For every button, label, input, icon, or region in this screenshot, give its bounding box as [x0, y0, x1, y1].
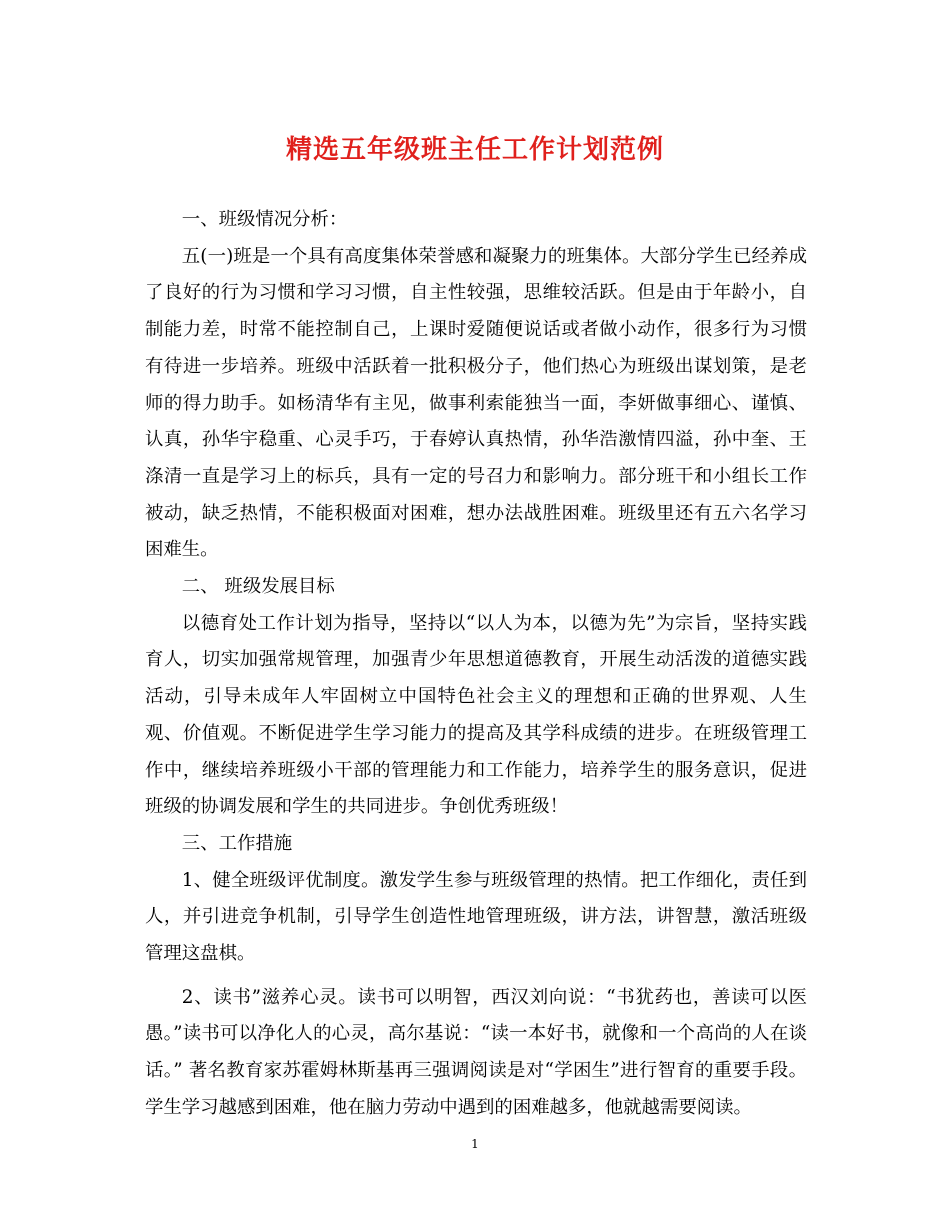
document-title: 精选五年级班主任工作计划范例: [285, 135, 664, 165]
paragraph-class-analysis: 五(一)班是一个具有高度集体荣誉感和凝聚力的班集体。大部分学生已经养成了良好的行为习惯和学习习惯，自主性较强，思维较活跃。但是由于年龄小，自制能力差，时常不能控制自己，上课时爱随便说话或者做小动作，很多行为习惯有待进一步培养。班级中活跃着一批积极分子，他们热心为班级出谋划策，是老师的得力助手。如杨清华有主见，做事利索能独当一面，李妍做事细心、谨慎、认真，孙华宇稳重、心灵手巧，于春婷认真热情，孙华浩激情四溢，孙中奎、王涤清一直是学习上的标兵，具有一定的号召力和影响力。部分班干和小组长工作被动，缺乏热情，不能积极面对困难，想办法战胜困难。班级里还有五六名学习困难生。: [145, 245, 807, 561]
paragraph-measure-1: 1、健全班级评优制度。激发学生参与班级管理的热情。把工作细化，责任到人，并引进竞争机制，引导学生创造性地管理班级，讲方法，讲智慧，激活班级管理这盘棋。: [145, 869, 807, 965]
section-heading-work-measures: 三、工作措施: [181, 832, 293, 854]
document-body: [145, 202, 807, 1127]
paragraph-measure-2: 2、读书”滋养心灵。读书可以明智，西汉刘向说：“书犹药也，善读可以医愚。”读书可以净化人的心灵，高尔基说：“读一本好书，就像和一个高尚的人在谈话。” 著名教育家苏霍姆林斯基再三强调阅读是对“学困生”进行智育的重要手段。学生学习越感到困难，他在脑力劳动中遇到的困难越多，他就越需要阅读。: [145, 986, 807, 1118]
paragraph-development-goals: 以德育处工作计划为指导，坚持以“以人为本，以德为先”为宗旨，坚持实践育人，切实加强常规管理，加强青少年思想道德教育，开展生动活泼的道德实践活动，引导未成年人牢固树立中国特色社会主义的理想和正确的世界观、人生观、价值观。不断促进学生学习能力的提高及其学科成绩的进步。在班级管理工作中，继续培养班级小干部的管理能力和工作能力，培养学生的服务意识，促进班级的协调发展和学生的共同进步。争创优秀班级！: [145, 612, 807, 818]
page-number: 1: [471, 1137, 479, 1151]
section-heading-class-analysis: 一、班级情况分析：: [181, 209, 348, 230]
section-heading-development-goals: 二、 班级发展目标: [181, 576, 335, 598]
